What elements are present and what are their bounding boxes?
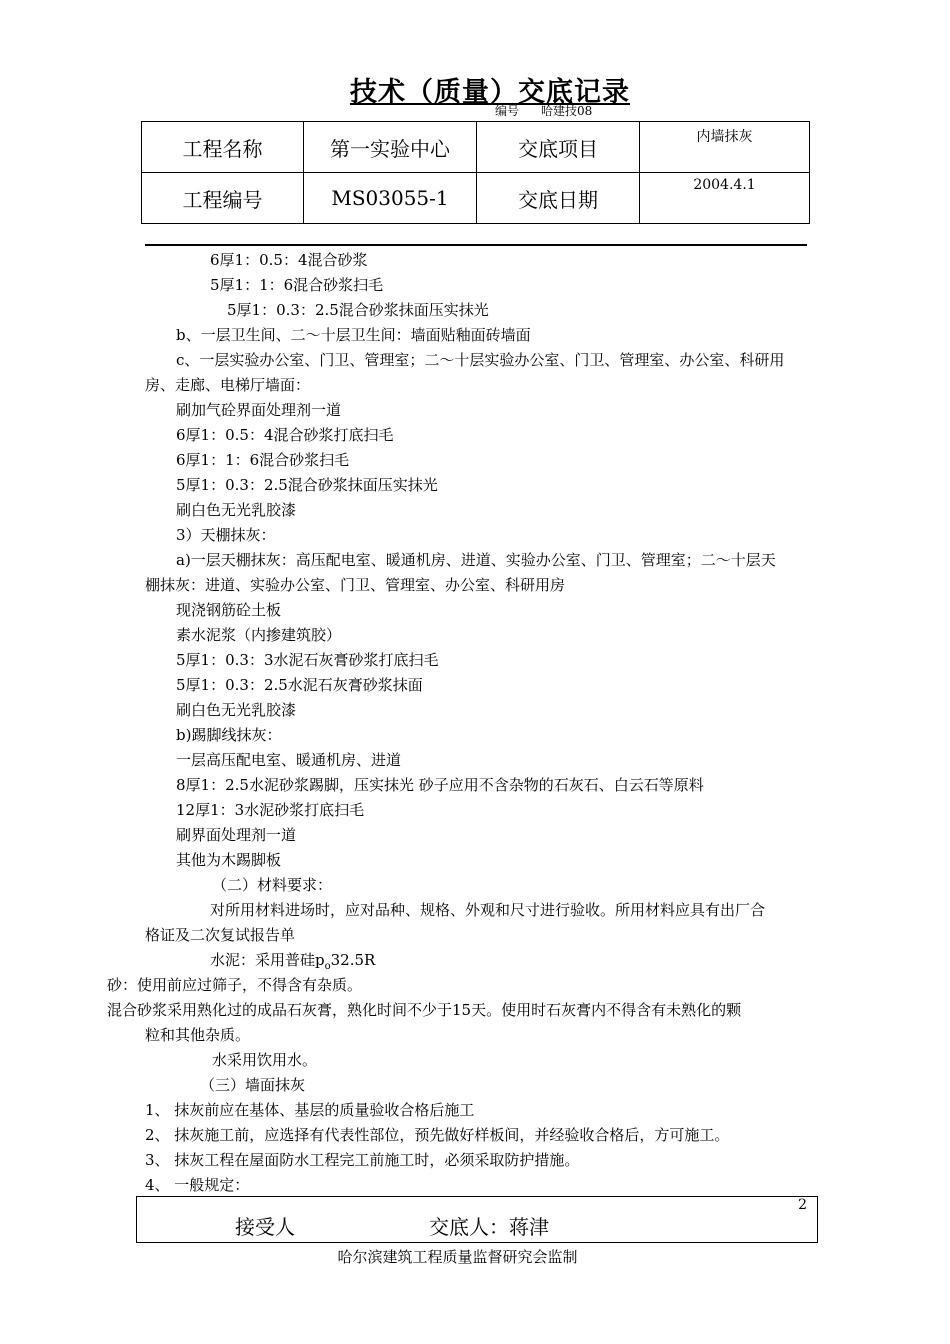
cement-line: [210, 950, 375, 977]
body-line: 6厚1：1：6混合砂浆扫毛: [176, 451, 350, 469]
date-label: 交底日期: [477, 173, 640, 224]
project-name-label: 工程名称: [142, 122, 304, 173]
date-value: 2004.4.1: [640, 173, 810, 224]
body-line: 棚抹灰：进道、实验办公室、门卫、管理室、办公室、科研用房: [145, 576, 566, 594]
body-line: 刷界面处理剂一道: [176, 826, 297, 844]
receiver-label: 接受人: [235, 1215, 295, 1239]
body-line: 砂：使用前应过筛子，不得含有杂质。: [107, 976, 363, 994]
body-line: 12厚1：3水泥砂浆打底扫毛: [176, 801, 365, 819]
body-line: a)一层天棚抹灰：高压配电室、暖通机房、进道、实验办公室、门卫、管理室；二～十层天: [176, 551, 776, 569]
body-line: 刷白色无光乳胶漆: [176, 701, 297, 719]
body-line: 现浇钢筋砼土板: [176, 601, 282, 619]
header-divider: [145, 244, 807, 246]
body-line: （二）材料要求：: [212, 876, 333, 894]
project-no-value: MS03055-1: [304, 173, 477, 224]
doc-no-label: 编号: [495, 104, 520, 118]
body-line: 2、 抹灰施工前，应选择有代表性部位，预先做好样板间，并经验收合格后，方可施工。: [145, 1126, 730, 1144]
body-line: 3、 抹灰工程在屋面防水工程完工前施工时，必须采取防护措施。: [145, 1151, 580, 1169]
cement-subscript: o: [324, 961, 331, 972]
header-row-project-name: [142, 122, 810, 173]
document-title: 技术（质量）交底记录: [350, 77, 630, 108]
body-line: 5厚1：0.3：3水泥石灰膏砂浆打底扫毛: [176, 651, 439, 669]
body-line: c、一层实验办公室、门卫、管理室；二～十层实验办公室、门卫、管理室、办公室、科研用: [176, 351, 785, 369]
body-line: 5厚1：0.3：2.5混合砂浆抹面压实抹光: [176, 476, 438, 494]
body-line: 对所用材料进场时，应对品种、规格、外观和尺寸进行验收。所用材料应具有出厂合: [210, 901, 766, 919]
body-line: 素水泥浆（内掺建筑胶）: [176, 626, 342, 644]
body-line: 房、走廊、电梯厅墙面：: [145, 376, 311, 394]
project-no-label: 工程编号: [142, 173, 304, 224]
body-line: （三）墙面抹灰: [200, 1076, 306, 1094]
header-row-project-no: [142, 173, 810, 224]
cement-grade: 32.5R: [330, 951, 376, 969]
body-line: 3）天棚抹灰：: [176, 526, 276, 544]
body-line: b)踢脚线抹灰：: [176, 726, 282, 744]
body-line: 5厚1：0.3：2.5混合砂浆抹面压实抹光: [227, 301, 489, 319]
header-table: [141, 121, 810, 224]
body-line: 混合砂浆采用熟化过的成品石灰膏，熟化时间不少于15天。使用时石灰膏内不得含有未熟化的颗: [107, 1001, 742, 1019]
page-number: 2: [798, 1197, 807, 1213]
body-line: 1、 抹灰前应在基体、基层的质量验收合格后施工: [145, 1101, 475, 1119]
body-line: 格证及二次复试报告单: [145, 926, 296, 944]
body-line: 刷白色无光乳胶漆: [176, 501, 297, 519]
body-line: 8厚1：2.5水泥砂浆踢脚，压实抹光 砂子应用不含杂物的石灰石、白云石等原料: [176, 776, 704, 794]
item-value: 内墙抹灰: [640, 122, 810, 173]
body-line: 4、 一般规定：: [145, 1176, 250, 1194]
footer-supervisor: 哈尔滨建筑工程质量监督研究会监制: [337, 1248, 578, 1266]
body-line: 6厚1：0.5：4混合砂浆打底扫毛: [176, 426, 394, 444]
body-line: b、一层卫生间、二～十层卫生间：墙面贴釉面砖墙面: [176, 326, 531, 344]
body-line: 6厚1：0.5：4混合砂浆: [210, 251, 368, 269]
body-line: 刷加气砼界面处理剂一道: [176, 401, 342, 419]
cement-text: 水泥：采用普硅p: [210, 951, 325, 969]
signature-box: [136, 1196, 818, 1243]
body-line: 其他为木踢脚板: [176, 851, 282, 869]
body-line: 5厚1：0.3：2.5水泥石灰膏砂浆抹面: [176, 676, 423, 694]
body-line: 5厚1：1：6混合砂浆扫毛: [210, 276, 384, 294]
body-line: 一层高压配电室、暖通机房、进道: [176, 751, 402, 769]
presenter-label: 交底人：蒋津: [429, 1215, 549, 1239]
document-number: [495, 102, 592, 119]
project-name-value: 第一实验中心: [304, 122, 477, 173]
body-line: 粒和其他杂质。: [145, 1026, 251, 1044]
body-line: 水采用饮用水。: [212, 1051, 318, 1069]
doc-no-value: 哈建技08: [541, 104, 593, 118]
item-label: 交底项目: [477, 122, 640, 173]
